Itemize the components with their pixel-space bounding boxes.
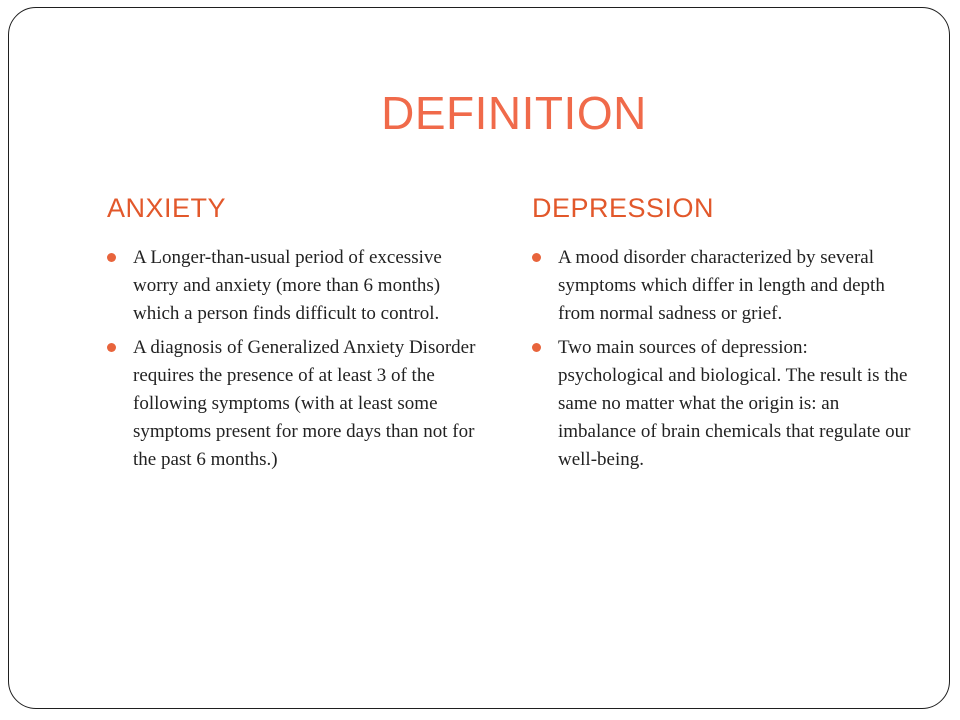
bullet-text: Two main sources of depression: psychological and biological. The result is the same no matter what the origin is: an imbalance of brain chemicals that regulate our well-being. xyxy=(558,337,911,470)
list-item xyxy=(105,334,483,474)
slide-title: DEFINITION xyxy=(381,87,647,139)
depression-heading: DEPRESSION xyxy=(532,193,715,223)
anxiety-bullet-list xyxy=(105,244,483,480)
list-item xyxy=(530,244,912,328)
bullet-icon xyxy=(532,343,541,352)
bullet-icon xyxy=(107,343,116,352)
bullet-icon xyxy=(532,253,541,262)
bullet-text: A mood disorder characterized by several symptoms which differ in length and depth from normal sadness or grief. xyxy=(558,247,885,324)
anxiety-heading: ANXIETY xyxy=(107,193,227,223)
bullet-text: A diagnosis of Generalized Anxiety Disorder requires the presence of at least 3 of the following symptoms (with at least some symptoms present for more days than not for the past 6 months.) xyxy=(133,337,476,470)
bullet-icon xyxy=(107,253,116,262)
list-item xyxy=(530,334,912,474)
depression-bullet-list xyxy=(530,244,912,480)
list-item xyxy=(105,244,483,328)
bullet-text: A Longer-than-usual period of excessive worry and anxiety (more than 6 months) which a person finds difficult to control. xyxy=(133,247,442,324)
